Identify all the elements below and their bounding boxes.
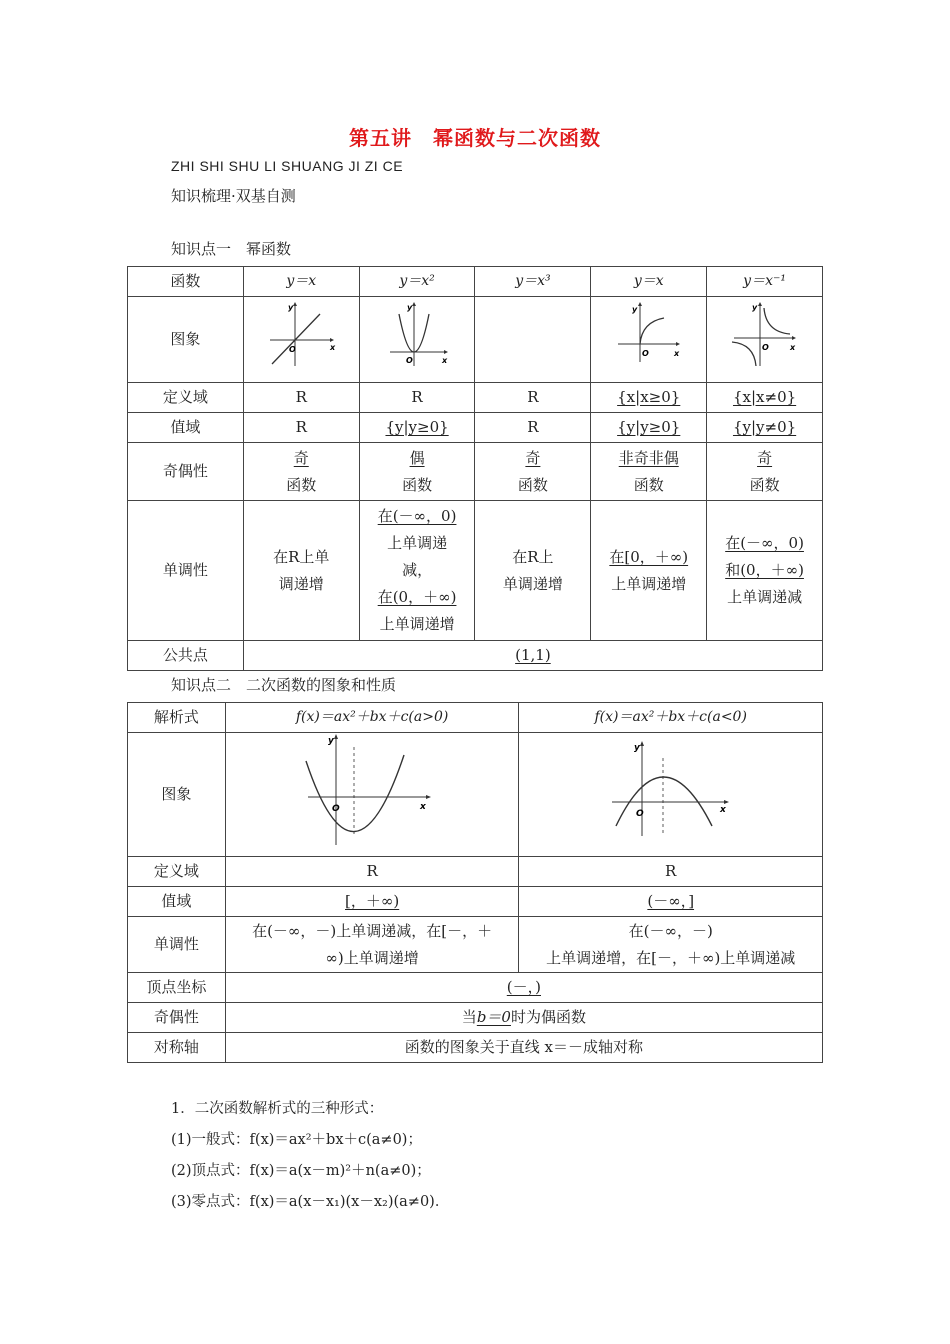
notes-section <box>171 1094 449 1218</box>
formula-a-positive: f(x)＝ax²＋bx＋c(a>0) <box>225 703 519 733</box>
range-cell: [，＋∞) <box>225 887 519 917</box>
graph-cell <box>225 733 519 857</box>
row-label: 值域 <box>128 413 244 443</box>
row-label: 图象 <box>128 733 226 857</box>
monotonicity-cell: 在(－∞，－) 上单调递增，在[－，＋∞)上单调递减 <box>519 917 823 973</box>
function-cell: y＝x⁻¹ <box>707 267 823 297</box>
range-cell: R <box>243 413 359 443</box>
table-row <box>128 733 823 857</box>
svg-text:x: x <box>673 349 679 358</box>
parity-cell: 非奇非偶 函数 <box>591 443 707 501</box>
graph-cell <box>359 297 475 383</box>
table-row <box>128 297 823 383</box>
row-label: 定义域 <box>128 857 226 887</box>
svg-text:y: y <box>631 305 637 314</box>
row-label: 函数 <box>128 267 244 297</box>
graph-parabola-opening-down <box>606 740 736 840</box>
svg-text:y: y <box>633 743 640 753</box>
graph-y-equals-x-squared <box>382 300 452 370</box>
power-function-table <box>127 266 823 671</box>
parity-cell: 偶 函数 <box>359 443 475 501</box>
graph-cell <box>591 297 707 383</box>
row-label: 定义域 <box>128 383 244 413</box>
note-line: (2)顶点式：f(x)＝a(x－m)²＋n(a≠0)； <box>171 1163 431 1179</box>
note-line: (1)一般式：f(x)＝ax²＋bx＋c(a≠0)； <box>171 1132 422 1148</box>
row-label: 公共点 <box>128 641 244 671</box>
graph-y-equals-x <box>266 300 336 370</box>
function-cell: y＝x <box>591 267 707 297</box>
domain-cell: R <box>359 383 475 413</box>
monotonicity-cell: 在(－∞，－)上单调递减，在[－，＋ ∞)上单调递增 <box>225 917 519 973</box>
parity-cell: 奇 函数 <box>243 443 359 501</box>
function-cell: y＝x³ <box>475 267 591 297</box>
section-pinyin: ZHI SHI SHU LI SHUANG JI ZI CE <box>171 158 404 174</box>
common-point-cell: (1,1) <box>243 641 822 671</box>
table-row <box>128 857 823 887</box>
section-subhead: 知识梳理·双基自测 <box>171 187 296 205</box>
domain-cell: R <box>225 857 519 887</box>
range-cell: {y|y≥0} <box>359 413 475 443</box>
page-title: 第五讲 幂函数与二次函数 <box>349 126 601 150</box>
row-label: 奇偶性 <box>128 443 244 501</box>
domain-cell: {x|x≥0} <box>591 383 707 413</box>
svg-text:O: O <box>332 804 340 814</box>
graph-cell <box>519 733 823 857</box>
table-row <box>128 501 823 641</box>
table-row <box>128 887 823 917</box>
monotonicity-cell: 在R上 单调递增 <box>475 501 591 641</box>
knowledge-point-1-heading: 知识点一 幂函数 <box>171 240 292 258</box>
monotonicity-cell: 在(－∞，0) 上单调递 减， 在(0，＋∞) 上单调递增 <box>359 501 475 641</box>
row-label: 图象 <box>128 297 244 383</box>
row-label: 值域 <box>128 887 226 917</box>
formula-a-negative: f(x)＝ax²＋bx＋c(a<0) <box>519 703 823 733</box>
row-label: 对称轴 <box>128 1033 226 1063</box>
svg-text:x: x <box>442 356 448 365</box>
knowledge-point-2-heading: 知识点二 二次函数的图象和性质 <box>171 676 397 694</box>
svg-text:x: x <box>420 802 426 812</box>
domain-cell: R <box>243 383 359 413</box>
svg-text:O: O <box>635 809 644 819</box>
svg-text:x: x <box>789 343 795 352</box>
table-row <box>128 413 823 443</box>
graph-cell <box>707 297 823 383</box>
parity-cell: 当b＝0时为偶函数 <box>225 1003 822 1033</box>
svg-text:y: y <box>407 303 413 312</box>
svg-text:x: x <box>330 343 336 352</box>
function-cell: y＝x² <box>359 267 475 297</box>
row-label: 奇偶性 <box>128 1003 226 1033</box>
graph-y-equals-x-inverse <box>730 300 800 370</box>
range-cell: (－∞，] <box>519 887 823 917</box>
graph-y-equals-sqrt-x <box>614 300 684 370</box>
graph-cell-empty <box>475 297 591 383</box>
table-row <box>128 917 823 973</box>
table-row <box>128 443 823 501</box>
svg-text:O: O <box>761 343 769 352</box>
monotonicity-cell: 在(－∞，0) 和(0，＋∞) 上单调递减 <box>707 501 823 641</box>
table-row <box>128 383 823 413</box>
axis-cell: 函数的图象关于直线 x＝－成轴对称 <box>225 1033 822 1063</box>
svg-text:x: x <box>719 805 726 815</box>
graph-parabola-opening-up <box>302 733 442 847</box>
table-row <box>128 1003 823 1033</box>
function-cell: y＝x <box>243 267 359 297</box>
domain-cell: R <box>475 383 591 413</box>
range-cell: {y|y≠0} <box>707 413 823 443</box>
svg-text:O: O <box>641 349 649 358</box>
table-row <box>128 1033 823 1063</box>
row-label: 解析式 <box>128 703 226 733</box>
vertex-cell: (－，) <box>225 973 822 1003</box>
monotonicity-cell: 在[0，＋∞) 上单调递增 <box>591 501 707 641</box>
svg-text:O: O <box>289 345 297 354</box>
monotonicity-cell: 在R上单 调递增 <box>243 501 359 641</box>
svg-text:y: y <box>328 736 334 746</box>
svg-text:y: y <box>751 303 757 312</box>
row-label: 顶点坐标 <box>128 973 226 1003</box>
row-label: 单调性 <box>128 501 244 641</box>
note-line: (3)零点式：f(x)＝a(x－x₁)(x－x₂)(a≠0)． <box>171 1194 450 1210</box>
range-cell: {y|y≥0} <box>591 413 707 443</box>
row-label: 单调性 <box>128 917 226 973</box>
svg-text:y: y <box>288 303 294 312</box>
graph-cell <box>243 297 359 383</box>
range-cell: R <box>475 413 591 443</box>
domain-cell: R <box>519 857 823 887</box>
parity-cell: 奇 函数 <box>707 443 823 501</box>
table-row <box>128 267 823 297</box>
quadratic-function-table <box>127 702 823 1063</box>
table-row <box>128 973 823 1003</box>
parity-cell: 奇 函数 <box>475 443 591 501</box>
note-line: 1．二次函数解析式的三种形式： <box>171 1101 384 1117</box>
table-row <box>128 641 823 671</box>
domain-cell: {x|x≠0} <box>707 383 823 413</box>
svg-text:O: O <box>406 356 413 365</box>
table-row <box>128 703 823 733</box>
